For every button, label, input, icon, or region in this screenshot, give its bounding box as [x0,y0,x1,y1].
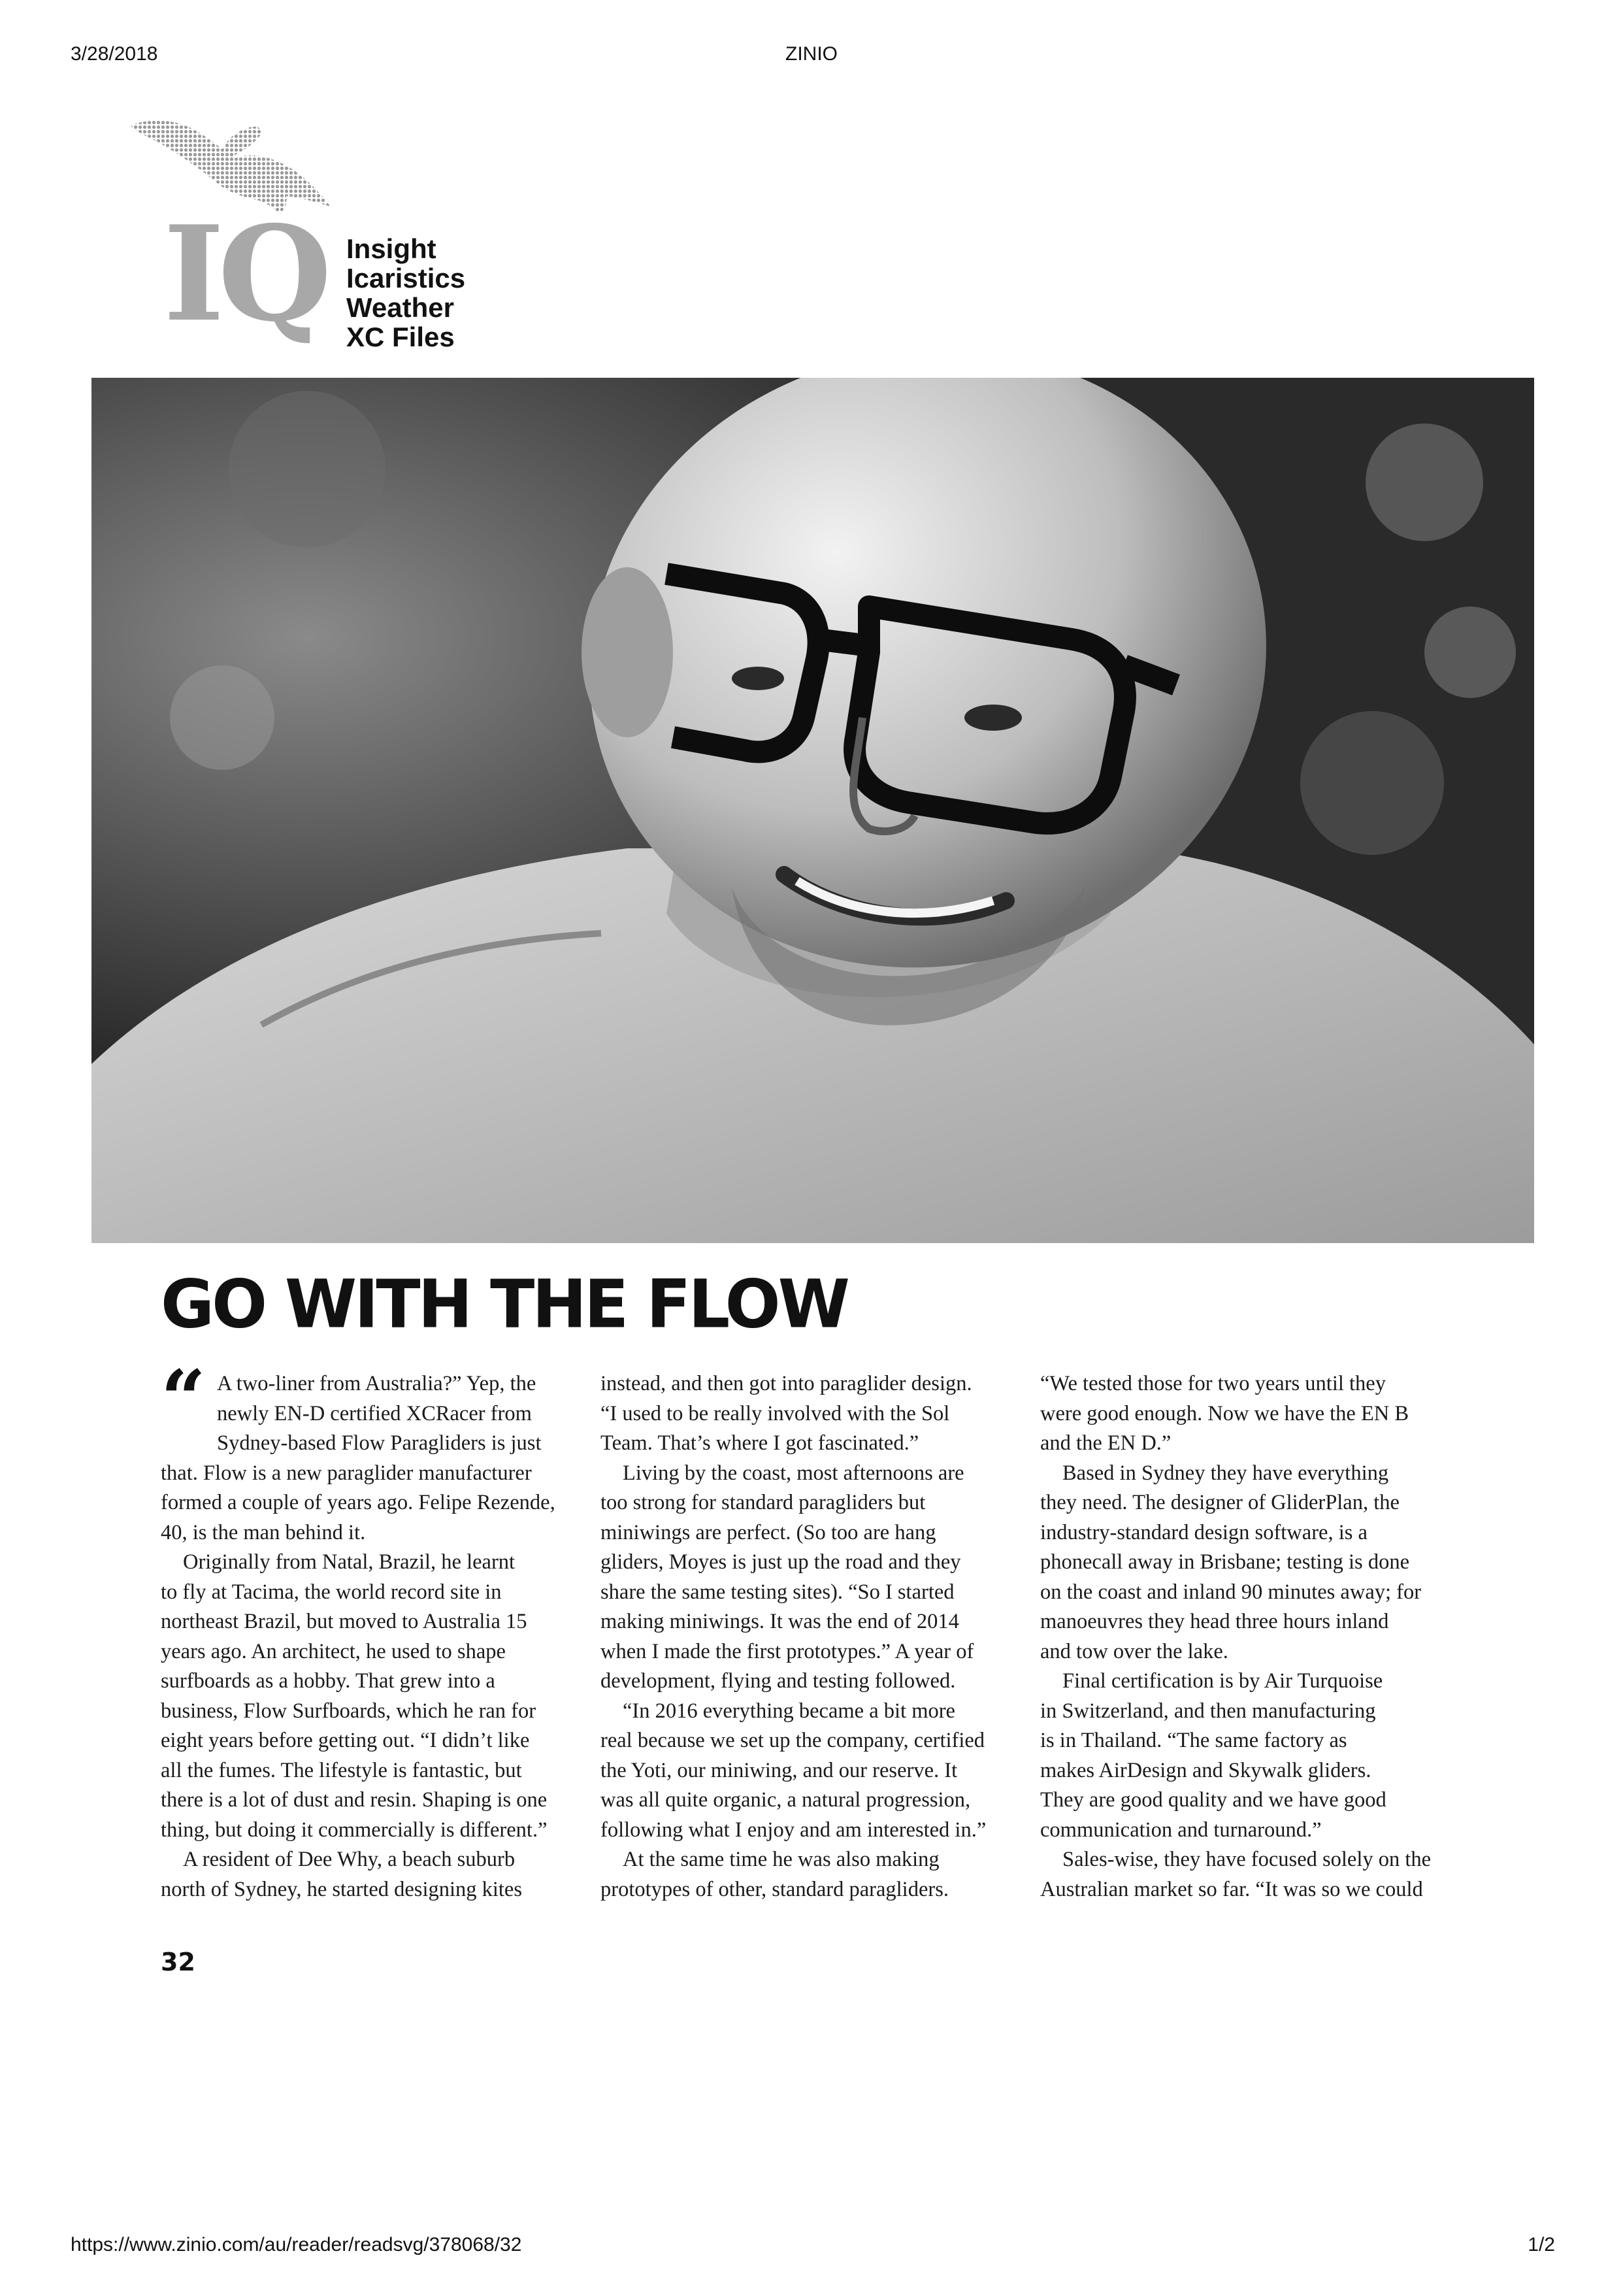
text-line: there is a lot of dust and resin. Shaping is one [161,1788,548,1812]
article-paragraph [600,1459,1019,1697]
article-paragraph [161,1845,579,1905]
section-menu-item: Icaristics [346,263,466,293]
text-line: miniwings are perfect. (So too are hang [600,1520,936,1544]
text-line: Based in Sydney they have everything [1062,1461,1389,1485]
text-line: is in Thailand. “The same factory as [1040,1729,1347,1752]
iq-letters: IQ [163,197,325,351]
print-page-count: 1/2 [1528,2234,1555,2255]
article-column-2 [600,1369,1019,1905]
text-line: all the fumes. The lifestyle is fantastic, but [161,1758,522,1782]
text-line: Sydney-based Flow Paragliders is just [217,1431,542,1455]
text-line: makes AirDesign and Skywalk gliders. [1040,1758,1371,1782]
article-paragraph [600,1845,1019,1905]
text-line: A resident of Dee Why, a beach suburb [183,1848,516,1871]
article-paragraph [1040,1459,1458,1667]
text-line: instead, and then got into paraglider design. [600,1372,972,1395]
text-line: business, Flow Surfboards, which he ran for [161,1699,536,1723]
text-line: northeast Brazil, but moved to Australia 15 [161,1610,527,1633]
text-line: too strong for standard paragliders but [600,1491,926,1514]
text-line: that. Flow is a new paraglider manufacturer [161,1461,532,1485]
text-line: surfboards as a hobby. That grew into a [161,1669,495,1693]
text-line: was all quite organic, a natural progression, [600,1788,971,1812]
text-line: “I used to be really involved with the Sol [600,1401,950,1425]
text-line: Team. That’s where I got fascinated.” [600,1431,919,1455]
text-line: share the same testing sites). “So I started [600,1580,955,1604]
section-menu-item: Weather [346,292,454,323]
text-line: thing, but doing it commercially is different.” [161,1818,548,1842]
text-line: A two-liner from Australia?” Yep, the [217,1372,536,1395]
section-menu-item: XC Files [346,322,455,352]
article-column-1 [161,1353,579,1905]
text-line: and the EN D.” [1040,1431,1172,1455]
page-number: 32 [161,1948,195,1976]
article-paragraph [1040,1369,1458,1459]
print-url: https://www.zinio.com/au/reader/readsvg/378068/32 [71,2234,522,2255]
text-line: following what I enjoy and am interested in.” [600,1818,987,1842]
text-line: “We tested those for two years until they [1040,1372,1386,1395]
text-line: Living by the coast, most afternoons are [623,1461,964,1485]
text-line: years ago. An architect, he used to shape [161,1639,506,1663]
text-line: when I made the first prototypes.” A year of [600,1639,974,1663]
text-line: north of Sydney, he started designing kites [161,1877,523,1901]
text-line: communication and turnaround.” [1040,1818,1322,1842]
iq-section-logo [124,111,490,359]
text-line: on the coast and inland 90 minutes away; for [1040,1580,1422,1604]
text-line: Sales-wise, they have focused solely on the [1062,1848,1432,1871]
text-line: the Yoti, our miniwing, and our reserve. It [600,1758,958,1782]
text-line: They are good quality and we have good [1040,1788,1386,1812]
text-line: Originally from Natal, Brazil, he learnt [183,1550,516,1574]
text-line: eight years before getting out. “I didn’t like [161,1729,530,1752]
print-date: 3/28/2018 [71,43,158,65]
text-line: At the same time he was also making [623,1848,940,1871]
section-menu [346,234,465,352]
article-paragraph [1040,1667,1458,1845]
text-line: gliders, Moyes is just up the road and they [600,1550,961,1574]
text-line: to fly at Tacima, the world record site in [161,1580,502,1604]
text-line: and tow over the lake. [1040,1639,1228,1663]
article-paragraph [600,1697,1019,1846]
print-site-title: ZINIO [785,43,838,65]
text-line: prototypes of other, standard paragliders. [600,1877,949,1901]
text-line: phonecall away in Brisbane; testing is done [1040,1550,1410,1574]
text-line: 40, is the man behind it. [161,1520,366,1544]
text-line: were good enough. Now we have the EN B [1040,1401,1409,1425]
article-paragraph [1040,1845,1458,1905]
text-line: making miniwings. It was the end of 2014 [600,1610,959,1633]
text-line: formed a couple of years ago. Felipe Rezende, [161,1491,555,1514]
text-line: manoeuvres they head three hours inland [1040,1610,1389,1633]
text-line: they need. The designer of GliderPlan, the [1040,1491,1400,1514]
portrait-photo [91,378,1534,1243]
article-column-3 [1040,1369,1458,1905]
article-paragraph [161,1548,579,1845]
text-line: Australian market so far. “It was so we could [1040,1877,1423,1901]
article-paragraph [161,1369,579,1548]
section-menu-item: Insight [346,233,436,264]
article-headline: GO WITH THE FLOW [161,1265,847,1344]
text-line: in Switzerland, and then manufacturing [1040,1699,1376,1723]
text-line: “In 2016 everything became a bit more [623,1699,955,1723]
text-line: development, flying and testing followed. [600,1669,956,1693]
text-line: newly EN-D certified XCRacer from [217,1401,532,1425]
opening-quote-mark: “ [161,1353,206,1445]
text-line: industry-standard design software, is a [1040,1520,1368,1544]
article-paragraph [600,1369,1019,1459]
text-line: real because we set up the company, certified [600,1729,985,1752]
text-line: Final certification is by Air Turquoise [1062,1669,1383,1693]
